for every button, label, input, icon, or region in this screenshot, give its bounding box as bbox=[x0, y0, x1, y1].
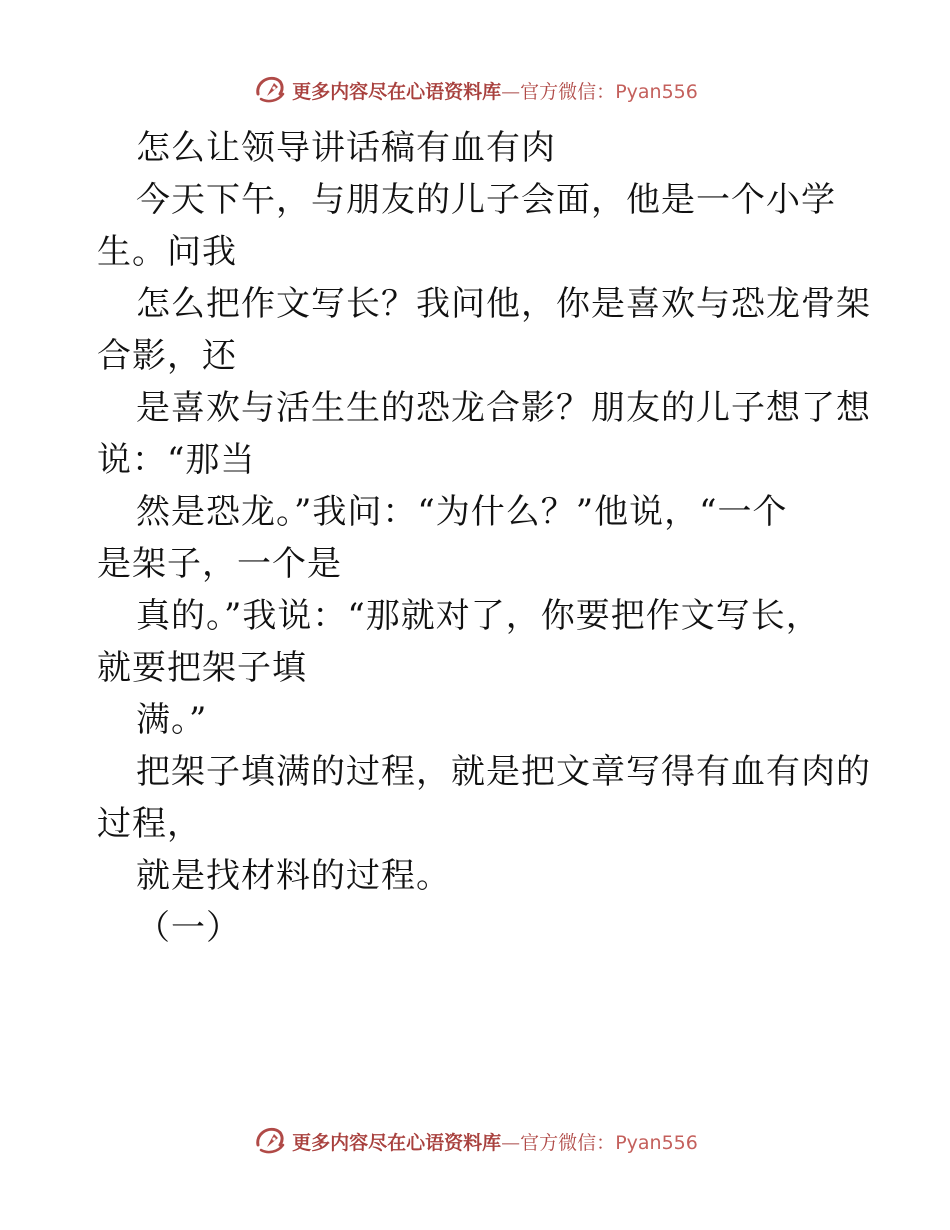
text-line: 就是找材料的过程。 bbox=[136, 856, 451, 896]
text-line: （一） bbox=[136, 908, 241, 948]
text-line: 合影，还 bbox=[97, 336, 237, 376]
text-line: 怎么把作文写长？我问他，你是喜欢与恐龙骨架 bbox=[136, 284, 871, 324]
text-line: 过程， bbox=[97, 804, 202, 844]
document-body bbox=[97, 122, 887, 954]
footer-banner-text bbox=[292, 1128, 698, 1155]
text-line: 把架子填满的过程，就是把文章写得有血有肉的 bbox=[136, 752, 871, 792]
pen-nib-swirl-icon bbox=[252, 1123, 288, 1159]
footer-banner-title: 更多内容尽在心语资料库 bbox=[292, 1131, 502, 1154]
text-line: 满。” bbox=[136, 700, 208, 740]
text-line: 是喜欢与活生生的恐龙合影？朋友的儿子想了想 bbox=[136, 388, 871, 428]
header-banner-text bbox=[292, 77, 698, 104]
header-banner-wechat-label: 官方微信： bbox=[520, 80, 616, 103]
document-title: 怎么让领导讲话稿有血有肉 bbox=[136, 128, 556, 168]
text-line: 说：“那当 bbox=[97, 440, 256, 480]
footer-banner bbox=[0, 1121, 950, 1161]
header-banner-dash: — bbox=[501, 80, 521, 103]
header-banner-title: 更多内容尽在心语资料库 bbox=[292, 80, 502, 103]
text-line: 是架子，一个是 bbox=[97, 544, 342, 584]
footer-banner-dash: — bbox=[501, 1131, 521, 1154]
header-banner bbox=[0, 70, 950, 110]
text-line: 真的。”我说：“那就对了，你要把作文写长， bbox=[136, 596, 821, 636]
header-banner-handle: Pyan556 bbox=[615, 80, 698, 103]
pen-nib-swirl-icon bbox=[252, 72, 288, 108]
text-line: 今天下午，与朋友的儿子会面，他是一个小学 bbox=[136, 180, 836, 220]
footer-banner-handle: Pyan556 bbox=[615, 1131, 698, 1154]
text-line: 生。问我 bbox=[97, 232, 237, 272]
document-paragraphs bbox=[97, 174, 887, 954]
text-line: 就要把架子填 bbox=[97, 648, 307, 688]
text-line: 然是恐龙。”我问：“为什么？”他说，“一个 bbox=[136, 492, 788, 532]
footer-banner-wechat-label: 官方微信： bbox=[520, 1131, 616, 1154]
